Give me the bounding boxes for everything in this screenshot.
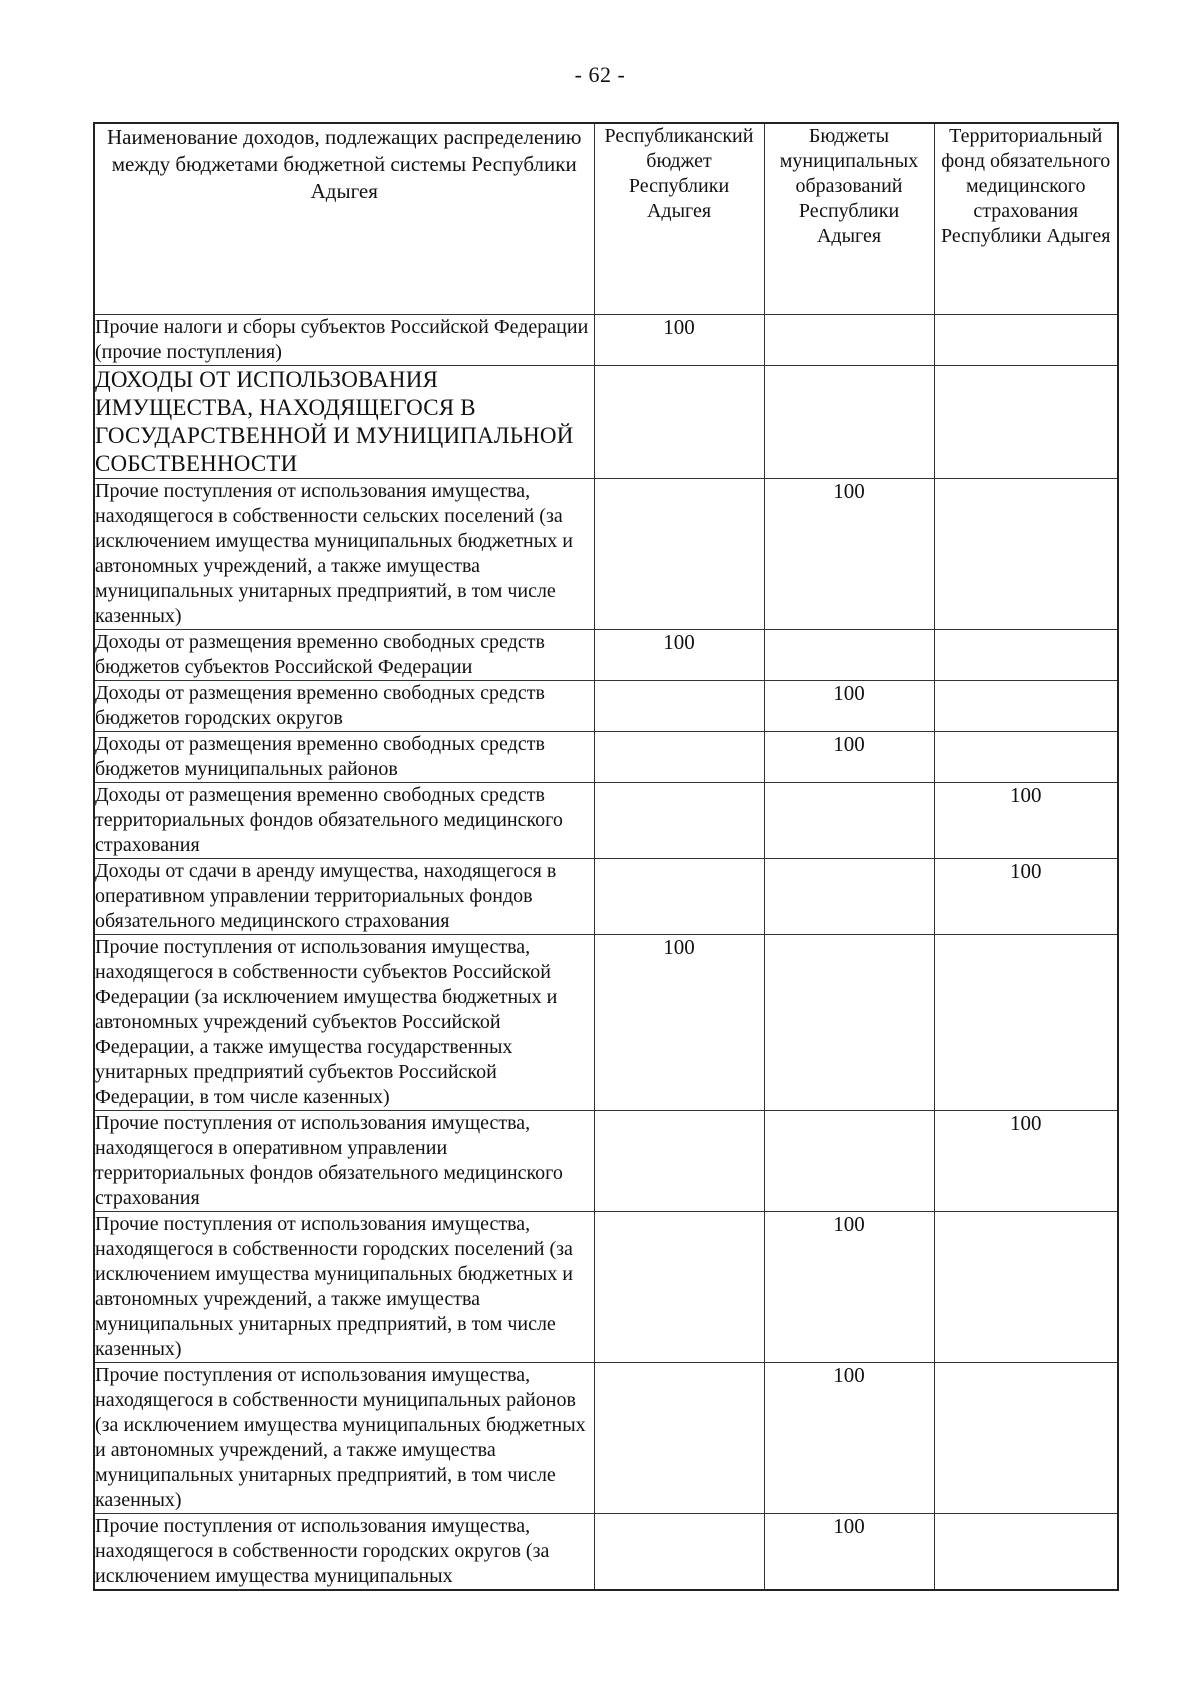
row-fund-value (934, 935, 1118, 1111)
row-fund-value (934, 479, 1118, 630)
row-republic-value (594, 479, 764, 630)
row-republic-value (594, 1514, 764, 1591)
row-name: Прочие налоги и сборы субъектов Российской Федерации (прочие поступления) (94, 315, 594, 366)
row-name: Доходы от размещения временно свободных средств бюджетов городских округов (94, 681, 594, 732)
row-municipal-value (764, 859, 934, 935)
header-revenue-name: Наименование доходов, подлежащих распределению между бюджетами бюджетной системы Республики Адыгея (94, 123, 594, 315)
row-republic-value (594, 1212, 764, 1363)
row-municipal-value (764, 366, 934, 479)
row-municipal-value: 100 (764, 1514, 934, 1591)
row-fund-value (934, 630, 1118, 681)
row-name: Доходы от размещения временно свободных средств бюджетов муниципальных районов (94, 732, 594, 783)
row-municipal-value (764, 630, 934, 681)
row-municipal-value (764, 783, 934, 859)
row-name: Прочие поступления от использования имущества, находящегося в собственности субъектов Российской Федерации (за исключением имущества бюджетных и автономных учреждений субъектов Российской Федерации, а также имущества государственных унитарных предприятий субъектов Российской Федерации, в том числе казенных) (94, 935, 594, 1111)
row-republic-value (594, 1111, 764, 1212)
row-municipal-value: 100 (764, 479, 934, 630)
row-name: Доходы от сдачи в аренду имущества, находящегося в оперативном управлении территориальных фондов обязательного медицинского страхования (94, 859, 594, 935)
table-row (94, 681, 1118, 732)
table-row (94, 315, 1118, 366)
table-row (94, 1363, 1118, 1514)
row-name: Прочие поступления от использования имущества, находящегося в оперативном управлении территориальных фондов обязательного медицинского страхования (94, 1111, 594, 1212)
row-fund-value (934, 1363, 1118, 1514)
row-fund-value (934, 366, 1118, 479)
row-republic-value (594, 1363, 764, 1514)
table-row (94, 783, 1118, 859)
table-row (94, 630, 1118, 681)
row-republic-value: 100 (594, 315, 764, 366)
table-row (94, 1111, 1118, 1212)
row-fund-value: 100 (934, 783, 1118, 859)
row-municipal-value: 100 (764, 1363, 934, 1514)
row-name: Прочие поступления от использования имущества, находящегося в собственности сельских поселений (за исключением имущества муниципальных бюджетных и автономных учреждений, а также имущества муниципальных унитарных предприятий, в том числе казенных) (94, 479, 594, 630)
row-republic-value: 100 (594, 935, 764, 1111)
row-name: Доходы от размещения временно свободных средств территориальных фондов обязательного медицинского страхования (94, 783, 594, 859)
table-row (94, 859, 1118, 935)
row-name: Прочие поступления от использования имущества, находящегося в собственности городских округов (за исключением имущества муниципальных (94, 1514, 594, 1591)
page-number: - 62 - (574, 62, 626, 87)
row-republic-value (594, 859, 764, 935)
row-republic-value (594, 732, 764, 783)
header-municipal-budgets: Бюджеты муниципальных образований Республики Адыгея (764, 123, 934, 315)
section-heading: ДОХОДЫ ОТ ИСПОЛЬЗОВАНИЯ ИМУЩЕСТВА, НАХОДЯЩЕГОСЯ В ГОСУДАРСТВЕННОЙ И МУНИЦИПАЛЬНОЙ СОБСТВЕННОСТИ (94, 366, 594, 479)
row-fund-value (934, 681, 1118, 732)
row-fund-value (934, 732, 1118, 783)
row-fund-value (934, 315, 1118, 366)
row-name: Прочие поступления от использования имущества, находящегося в собственности муниципальных районов (за исключением имущества муниципальных бюджетных и автономных учреждений, а также имущества муниципальных унитарных предприятий, в том числе казенных) (94, 1363, 594, 1514)
row-name: Доходы от размещения временно свободных средств бюджетов субъектов Российской Федерации (94, 630, 594, 681)
table-row (94, 732, 1118, 783)
revenue-distribution-table (93, 122, 1119, 1591)
table-header-row (94, 123, 1118, 315)
row-municipal-value: 100 (764, 1212, 934, 1363)
row-municipal-value (764, 315, 934, 366)
row-republic-value (594, 366, 764, 479)
table-row (94, 1212, 1118, 1363)
row-republic-value (594, 783, 764, 859)
row-municipal-value: 100 (764, 681, 934, 732)
header-territorial-fund: Территориальный фонд обязательного медицинского страхования Республики Адыгея (934, 123, 1118, 315)
table-row-section (94, 366, 1118, 479)
table-row (94, 479, 1118, 630)
row-municipal-value: 100 (764, 732, 934, 783)
row-municipal-value (764, 1111, 934, 1212)
table-row (94, 935, 1118, 1111)
row-fund-value: 100 (934, 1111, 1118, 1212)
table-row (94, 1514, 1118, 1591)
header-republic-budget: Республиканский бюджет Республики Адыгея (594, 123, 764, 315)
row-republic-value (594, 681, 764, 732)
row-municipal-value (764, 935, 934, 1111)
row-fund-value (934, 1212, 1118, 1363)
row-fund-value (934, 1514, 1118, 1591)
row-name: Прочие поступления от использования имущества, находящегося в собственности городских поселений (за исключением имущества муниципальных бюджетных и автономных учреждений, а также имущества муниципальных унитарных предприятий, в том числе казенных) (94, 1212, 594, 1363)
row-fund-value: 100 (934, 859, 1118, 935)
row-republic-value: 100 (594, 630, 764, 681)
